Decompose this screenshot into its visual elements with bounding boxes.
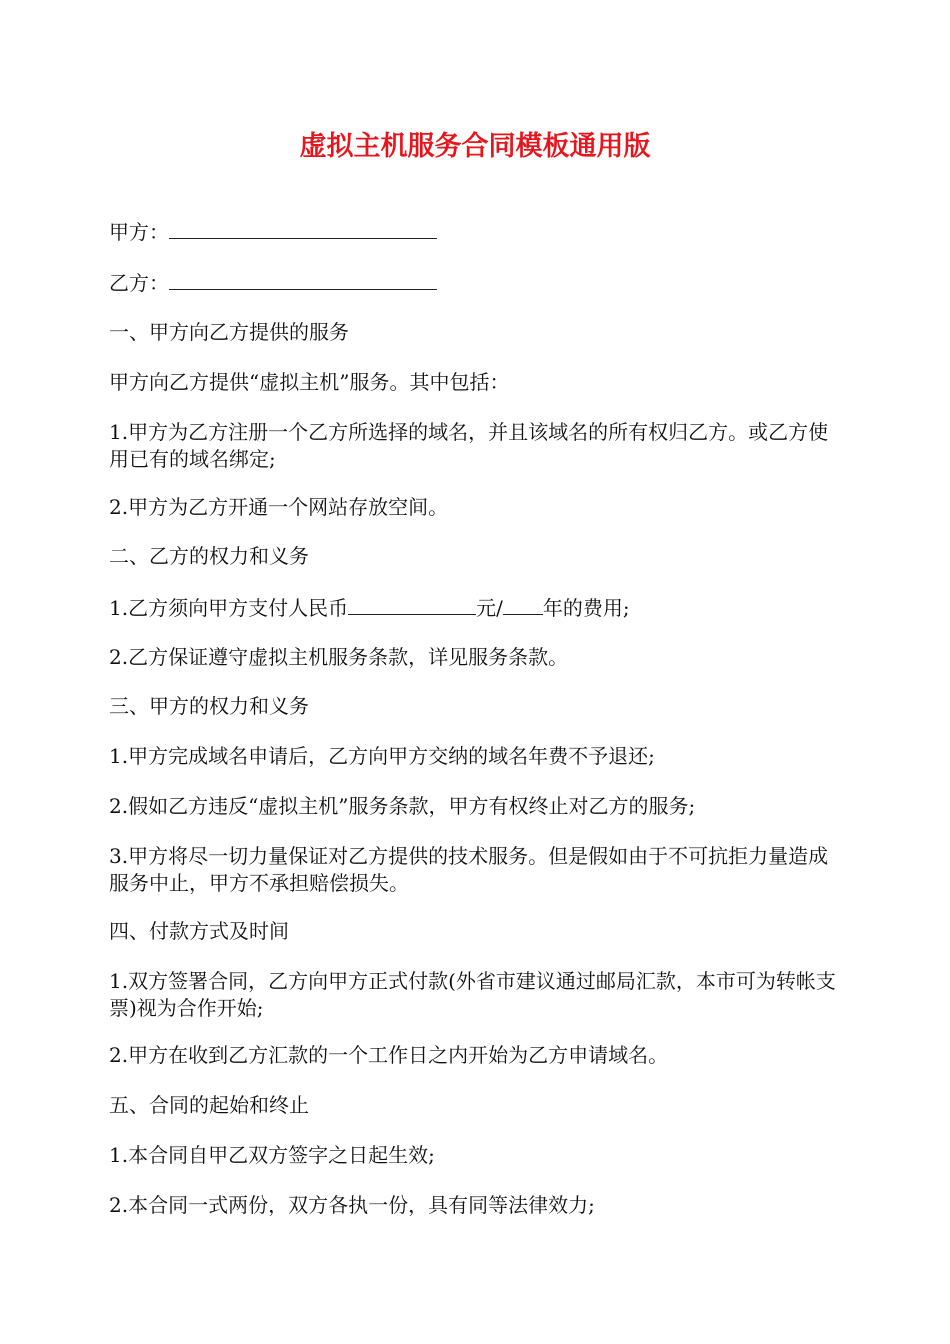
party-a-line: [109, 218, 844, 246]
section-5-item-2: 2.本合同一式两份，双方各执一份，具有同等法律效力;: [109, 1193, 595, 1217]
section-1-item-2: 2.甲方为乙方开通一个网站存放空间。: [109, 495, 449, 519]
section-2-item-2: 2.乙方保证遵守虚拟主机服务条款，详见服务条款。: [109, 645, 569, 669]
section-2-item-1-text-c: 年的费用;: [542, 596, 630, 620]
section-3-item-2: 2.假如乙方违反“虚拟主机”服务条款，甲方有权终止对乙方的服务;: [109, 794, 696, 818]
section-4-item-2: 2.甲方在收到乙方汇款的一个工作日之内开始为乙方申请域名。: [109, 1043, 669, 1067]
years-blank[interactable]: [503, 594, 543, 615]
document-title: 虚拟主机服务合同模板通用版: [299, 131, 651, 162]
section-1-heading: 一、甲方向乙方提供的服务: [109, 320, 349, 344]
section-1-intro: 甲方向乙方提供“虚拟主机”服务。其中包括：: [109, 370, 510, 394]
section-2-item-1-text-a: 1.乙方须向甲方支付人民币: [109, 596, 349, 620]
party-a-label: 甲方：: [109, 220, 169, 244]
section-3-item-3: 3.甲方将尽一切力量保证对乙方提供的技术服务。但是假如由于不可抗拒力量造成服务中止，甲方不承担赔偿损失。: [109, 844, 829, 895]
section-4-heading: 四、付款方式及时间: [109, 919, 289, 943]
party-a-blank[interactable]: [169, 218, 437, 239]
party-b-blank[interactable]: [169, 269, 437, 290]
party-b-line: [109, 269, 844, 297]
section-4-item-1: 1.双方签署合同，乙方向甲方正式付款(外省市建议通过邮局汇款，本市可为转帐支票)视为合作开始;: [109, 969, 836, 1020]
amount-blank[interactable]: [348, 594, 476, 615]
section-3-heading: 三、甲方的权力和义务: [109, 694, 309, 718]
party-b-label: 乙方：: [109, 271, 169, 295]
section-1-item-1: 1.甲方为乙方注册一个乙方所选择的域名，并且该域名的所有权归乙方。或乙方使用已有的域名绑定;: [109, 420, 829, 471]
section-5-item-1: 1.本合同自甲乙双方签字之日起生效;: [109, 1143, 435, 1167]
section-2-item-1: [109, 594, 844, 622]
section-2-item-1-text-b: 元/: [476, 596, 503, 620]
section-3-item-1: 1.甲方完成域名申请后，乙方向甲方交纳的域名年费不予退还;: [109, 744, 655, 768]
section-2-heading: 二、乙方的权力和义务: [109, 544, 309, 568]
section-5-heading: 五、合同的起始和终止: [109, 1093, 309, 1117]
